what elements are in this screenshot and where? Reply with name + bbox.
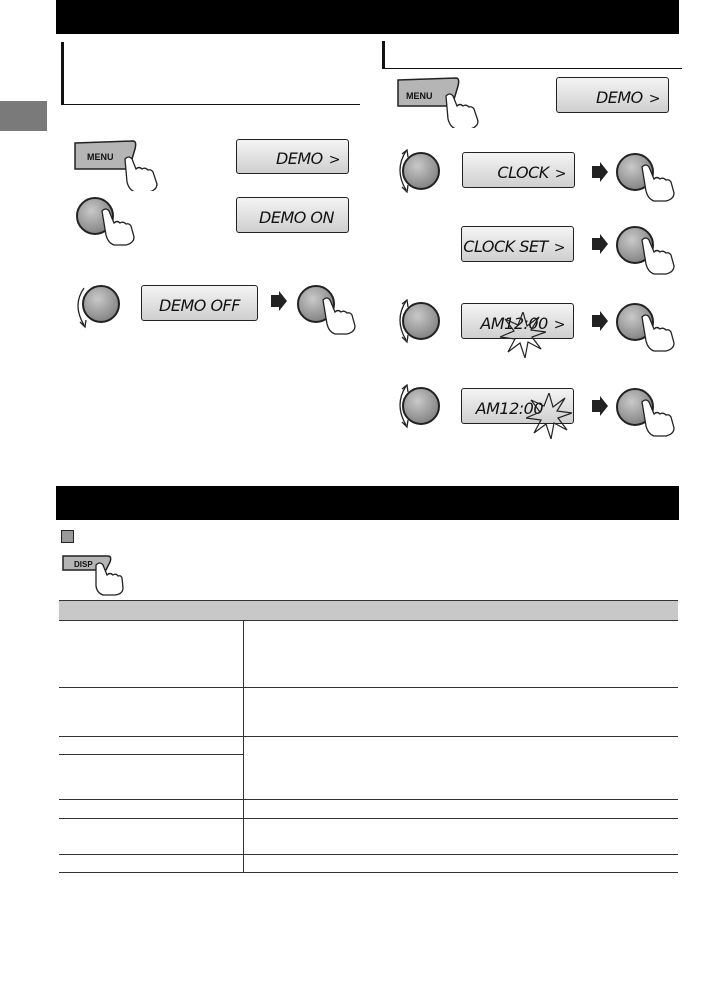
pointing-hand-icon — [317, 296, 357, 336]
pointing-hand-icon — [96, 207, 136, 247]
lcd-clock-set: CLOCK SET > — [461, 226, 574, 262]
rotate-arrow-icon — [70, 285, 92, 330]
display-section-header-bar — [56, 486, 679, 520]
menu-button[interactable] — [396, 76, 486, 128]
control-dial-turn[interactable] — [402, 302, 440, 340]
arrow-right-icon — [592, 396, 608, 416]
lcd-clock: CLOCK > — [462, 152, 575, 188]
top-section-header-bar — [56, 0, 679, 34]
table-row — [59, 855, 678, 873]
table-header-row — [59, 601, 678, 621]
pointing-hand-icon — [636, 236, 676, 276]
menu-button-label: MENU — [87, 152, 114, 162]
flash-burst-icon — [526, 393, 572, 439]
lcd-time-hours: AM12:00 > — [461, 303, 574, 339]
table-row — [59, 688, 678, 737]
menu-button[interactable] — [73, 139, 163, 191]
lcd-demo-off: DEMO OFF — [141, 285, 258, 321]
right-subsection-header — [382, 41, 682, 69]
control-dial-turn[interactable] — [402, 387, 440, 425]
lcd-demo-on: DEMO ON — [236, 197, 349, 233]
display-info-table — [59, 600, 678, 873]
table-row — [59, 819, 678, 855]
pointing-hand-icon — [636, 163, 676, 203]
flash-burst-icon — [500, 312, 546, 358]
menu-button-label: MENU — [406, 91, 433, 101]
pointing-hand-icon — [636, 398, 676, 438]
pointing-hand-icon — [96, 563, 123, 595]
side-tab-marker — [0, 101, 47, 131]
arrow-right-icon — [592, 234, 608, 254]
lcd-demo: DEMO > — [556, 77, 669, 113]
left-subsection-header — [61, 42, 360, 105]
arrow-right-icon — [592, 311, 608, 331]
disp-button[interactable] — [60, 553, 124, 597]
table-row — [59, 800, 678, 819]
arrow-right-icon — [271, 291, 287, 311]
table-row — [59, 621, 678, 688]
subsection-square-marker — [61, 530, 74, 543]
pointing-hand-icon — [636, 313, 676, 353]
lcd-demo: DEMO > — [236, 139, 349, 174]
control-dial-turn[interactable] — [402, 152, 440, 190]
pointing-hand-icon — [446, 94, 478, 128]
table-row — [59, 737, 678, 755]
pointing-hand-icon — [125, 157, 157, 191]
lcd-time-minutes: AM12:00 — [461, 388, 574, 424]
disp-button-label: DISP — [74, 560, 93, 569]
arrow-right-icon — [592, 162, 608, 182]
